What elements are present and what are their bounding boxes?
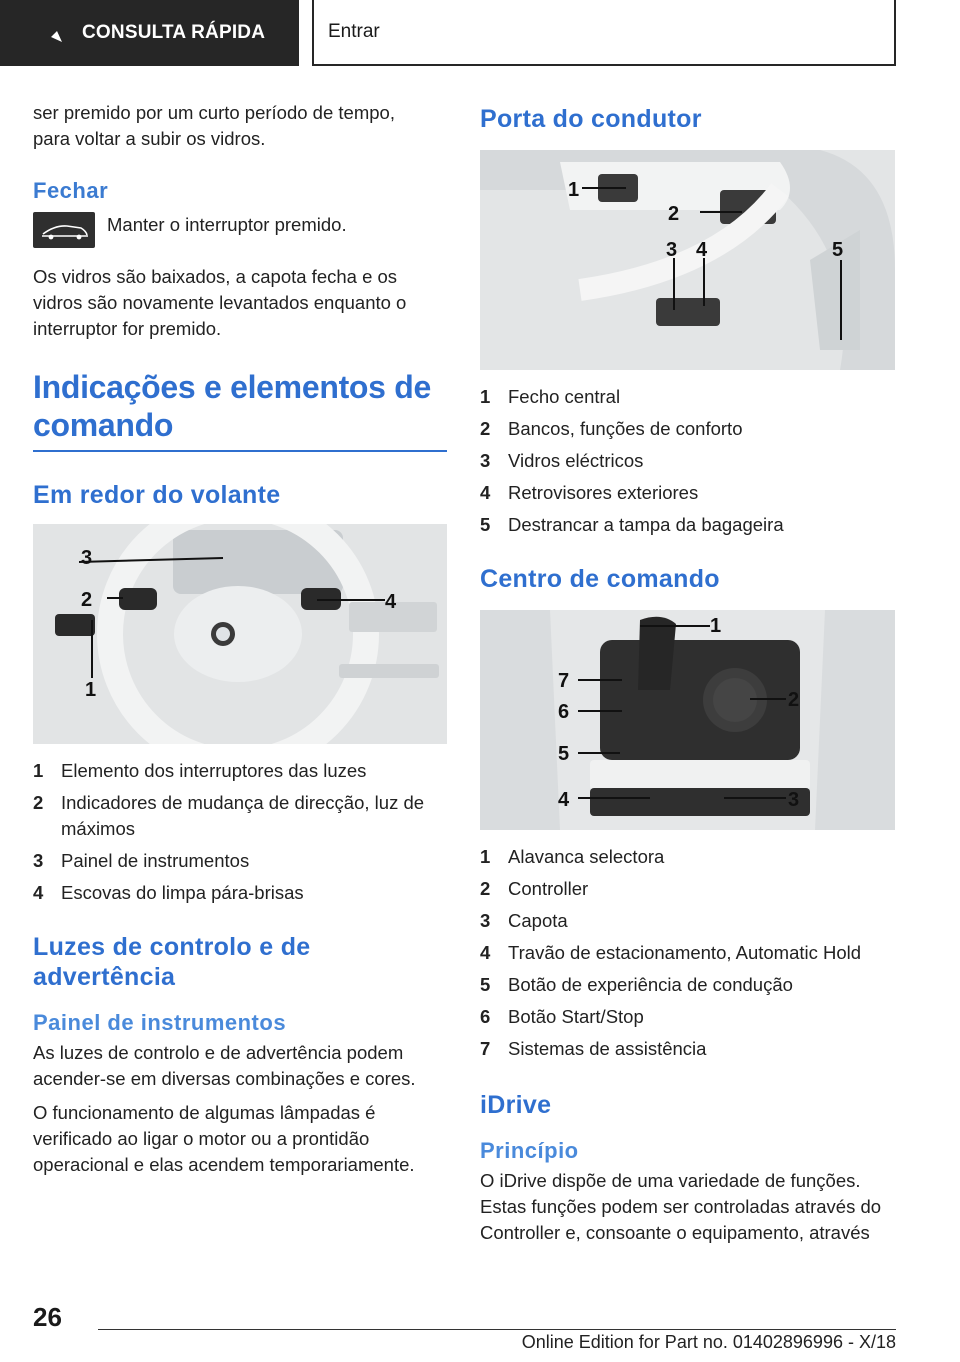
fechar-instruction-row xyxy=(33,212,447,248)
list-item: 4 Escovas do limpa pára-brisas xyxy=(33,882,304,903)
list-item: 1 Elemento dos interruptores das luzes xyxy=(33,760,367,781)
quick-reference-icon xyxy=(42,20,68,46)
indicacoes-heading: Indicações e elementos de comando xyxy=(33,369,432,443)
left-column xyxy=(33,100,447,1178)
painel-paragraph-1: As luzes de controlo e de advertência podem acender-se em diversas combinações e cores. xyxy=(33,1042,416,1089)
list-item: 5 Botão de experiência de condução xyxy=(480,974,793,995)
centro-callout-3: 3 xyxy=(788,789,800,811)
list-item: 1 Fecho central xyxy=(480,386,621,407)
centro-heading: Centro de comando xyxy=(480,565,720,593)
page-number: 26 xyxy=(33,1302,62,1332)
volante-callout-4: 4 xyxy=(385,591,397,613)
porta-callout-2: 2 xyxy=(668,203,680,225)
list-item: 3 Capota xyxy=(480,910,568,931)
painel-heading: Painel de instrumentos xyxy=(33,1010,287,1035)
driver-door-illustration xyxy=(480,150,895,370)
volante-heading: Em redor do volante xyxy=(33,481,281,509)
list-item: 3 Painel de instrumentos xyxy=(33,850,250,871)
principio-heading: Princípio xyxy=(480,1138,579,1163)
list-item: 2 Bancos, funções de conforto xyxy=(480,418,743,439)
convertible-top-icon xyxy=(33,212,95,248)
porta-callout-4: 4 xyxy=(696,239,708,261)
section-tab-label: Entrar xyxy=(328,21,380,42)
fechar-instruction: Manter o interruptor premido. xyxy=(107,214,347,235)
luzes-heading: Luzes de controlo e de advertência xyxy=(33,933,311,991)
list-item: 4 Travão de estacionamento, Automatic Hold xyxy=(480,942,862,963)
principio-paragraph: O iDrive dispõe de uma variedade de funções. Estas funções podem ser controladas através do Controller e, consoante o equipamento, através xyxy=(480,1170,882,1243)
volante-callout-1: 1 xyxy=(85,679,97,701)
section-tab[interactable] xyxy=(312,0,896,66)
heading-rule xyxy=(33,450,447,452)
list-item: 2 Controller xyxy=(480,878,589,899)
porta-callout-5: 5 xyxy=(832,239,844,261)
porta-callout-1: 1 xyxy=(568,179,580,201)
intro-paragraph: ser premido por um curto período de tempo, para voltar a subir os vidros. xyxy=(33,102,395,149)
centro-callout-1: 1 xyxy=(710,615,722,637)
fechar-heading: Fechar xyxy=(33,178,109,203)
list-item: 4 Retrovisores exteriores xyxy=(480,482,699,503)
centro-callout-2: 2 xyxy=(788,689,800,711)
volante-legend xyxy=(33,758,447,906)
footer-divider xyxy=(98,1329,896,1330)
control-center-illustration xyxy=(480,610,895,830)
list-item: 3 Vidros eléctricos xyxy=(480,450,644,471)
list-item: 2 Indicadores de mudança de direcção, luz de máximos xyxy=(33,792,425,839)
centro-legend xyxy=(480,844,896,1062)
quick-reference-tab[interactable] xyxy=(0,0,299,66)
list-item: 6 Botão Start/Stop xyxy=(480,1006,644,1027)
volante-callout-2: 2 xyxy=(81,589,93,611)
porta-callout-3: 3 xyxy=(666,239,678,261)
list-item: 1 Alavanca selectora xyxy=(480,846,665,867)
idrive-heading: iDrive xyxy=(480,1091,552,1119)
steering-wheel-illustration xyxy=(33,524,447,744)
list-item: 7 Sistemas de assistência xyxy=(480,1038,707,1059)
right-column xyxy=(480,100,896,1246)
centro-callout-4: 4 xyxy=(558,789,570,811)
centro-callout-7: 7 xyxy=(558,670,570,692)
painel-paragraph-2: O funcionamento de algumas lâmpadas é verificado ao ligar o motor ou a prontidão operacional e elas acendem temporariamente. xyxy=(33,1102,415,1175)
list-item: 5 Destrancar a tampa da bagageira xyxy=(480,514,784,535)
centro-callout-6: 6 xyxy=(558,701,570,723)
centro-callout-5: 5 xyxy=(558,743,570,765)
porta-legend xyxy=(480,384,896,538)
porta-heading: Porta do condutor xyxy=(480,105,702,133)
volante-callout-3: 3 xyxy=(81,547,93,569)
footer-edition-link[interactable]: Online Edition for Part no. 01402896996 - X/18 xyxy=(521,1332,896,1352)
quick-reference-label: CONSULTA RÁPIDA xyxy=(82,22,266,43)
fechar-body: Os vidros são baixados, a capota fecha e os vidros são novamente levantados enquanto o interruptor for premido. xyxy=(33,266,407,339)
